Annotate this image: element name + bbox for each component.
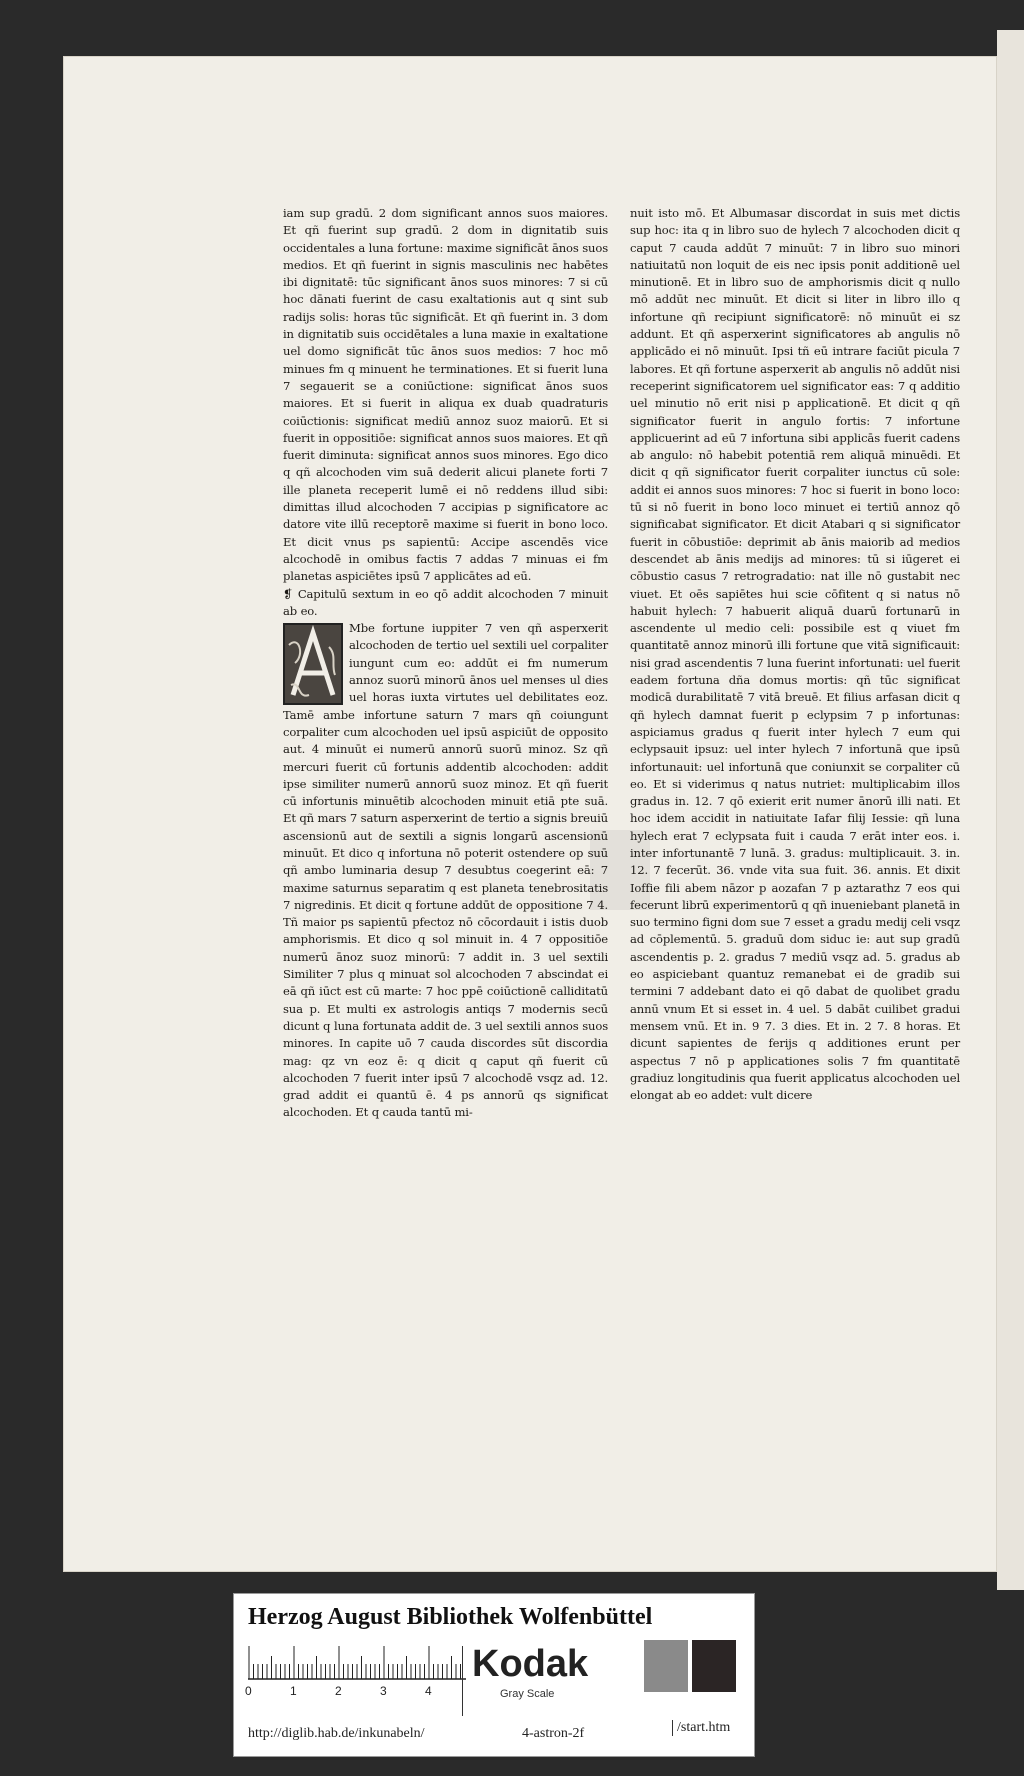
text-column-left [283, 205, 608, 1122]
ruler-numbers [245, 1684, 478, 1700]
text-column-right [630, 205, 960, 1104]
card-divider [462, 1646, 463, 1716]
source-url: http://diglib.hab.de/inkunabeln/ [248, 1726, 425, 1741]
ruler-number: 4 [425, 1684, 432, 1698]
ruler-number: 3 [380, 1684, 387, 1698]
ruler-number: 2 [335, 1684, 342, 1698]
paragraph: nuit isto mō. Et Albumasar discordat in suis met dictis sup hoc: ita q in libro suo de hylech 7 alcochoden dicit q caput 7 cauda addūt 7 minuūt: 7 in libro suo minori natiuitatū non loquit de eis nec ipsis ponit additionē uel minutionē. Et in libro suo de amphorismis dicit q nullo mō addūt nec minuūt. Et dicit si liter in libro illo q infortune qñ recipiunt significatorē: nō minuūt ei sz addunt. Et qñ asperxerint significatores ab angulis nō applicādo ei nō minuūt. Ipsi tñ eū intrare faciūt picula 7 labores. Et qñ fortune asperxerit ab angulis nō addūt nisi receperint significatorem uel significator eas: 7 q additio uel minutio nō erit nisi p applicationē. Et dicit q qñ significator fuerit in angulo fortis: 7 infortune applicuerint ad eū 7 infortuna sibi applicās fuerit cadens ab angulo: nō habebit potentiā rem aliquā minuēdi. Et dicit q qñ significator fuerit corpaliter iunctus cū sole: addit ei annos suos minores: 7 hoc si fuerit in bono loco: tū si nō fuerit in bono loco minuet ei tertiū annoz qō significabat significator. Et dicit Atabari q si significator fuerit in cōbustiōe: deprimit ab ānis maiorib ad medios descendet ab ānis medijs ad minores: tū si iūgeret ei cōbustio casus 7 retrogradatio: nat ille nō gustabit nec viuet. Et oēs sapiētes hui scie cōfitent q si natus nō habuit hylech: 7 habuerit aliquā duarū fortunarū in ascendente ul medio celi: possibile est q viuet fm quantitatē annoz minorū illi fortune que vitā significauit: nisi grad ascendentis 7 luna fuerint infortunati: uel fuerit eadem fortuna dña domus mortis: qñ tūc significat modicā durabilitatē 7 vitā breuē. Et filius arfasan dicit q qñ hylech damnat fuerit p eclypsim 7 p infortunas: aspiciamus gradus q fuerit inter hylech 7 eum qui eclypsauit ipsuz: uel inter hylech 7 infortunā que ipsū infortunauit: uel infortunā que coniunxit se corpaliter cū eo. Et si viderimus q natus nutriet: multiplicabim illos gradus in. 12. 7 qō exierit erit numer ānorū illi nati. Et hoc idem accidit in natiuitate Iafar filij Iessie: qñ luna hylech erat 7 eclypsata fuit i cauda 7 erāt inter eos. i. inter infortunantē 7 lunā. 3. gradus: multiplicauit. 3. in. 12. 7 fecerūt. 36. vnde vita sua fuit. 36. annis. Et dixit Ioffie fili abem nāzor p aozafan 7 p aztarathz 7 eos qui fecerunt librū experimentorū q qñ inueniebant planetā in suo termino figni dom sue 7 esset a gradu medij celi vsqz ad cōplementū. 5. graduū dom siduc ie: aut sup gradū ascendentis p. 2. gradus 7 mediū vsqz ad. 5. gradus ab eo aspiciebant quantuz remanebat ei de gradib sui termini 7 addebant dato ei qō dabat de quolibet gradu annū vnum Et si esset in. 4 uel. 5 dabāt cuilibet gradui mensem vnū. Et in. 9 7. 3 dies. Et in. 2 7. 8 horas. Et dicunt sapientes de ferijs q additiones erunt per aspectus 7 nō p applicationes solis 7 fm quantitatē gradiuz longitudinis qua fuerit applicatus alcochoden uel elongat ab eo addet: vult dicere [630, 206, 960, 1103]
library-title: Herzog August Bibliothek Wolfenbüttel [248, 1604, 653, 1630]
start-page-path: /start.htm [672, 1720, 730, 1736]
gray-swatch-mid [644, 1640, 688, 1692]
gray-scale-label: Gray Scale [500, 1688, 555, 1700]
initial-ornament-icon [285, 625, 341, 703]
shelfmark: 4-astron-2f [522, 1726, 585, 1741]
scale-ruler-icon [248, 1646, 466, 1680]
gray-swatch-dark [692, 1640, 736, 1692]
library-color-card [233, 1593, 755, 1757]
paragraph: iam sup gradū. 2 dom significant annos suos maiores. Et qñ fuerint sup gradū. 2 dom in dignitatib suis occidentales a luna fortune: maxime significāt ānos suos medios. Et qñ fuerint in signis masculinis nec habētes ibi dignitatē: tūc significant ānos suos minores: 7 si cū hoc dānati fuerint de casu exaltationis aut q sint sub radijs solis: horas tūc significāt. Et qñ fuerint in. 3 dom in dignitatib suis occidētales a luna maxie in exaltatione uel domo significāt tūc ānos suos medios: 7 hoc mō minues fm q minuent he terminationes. Et si fuerit luna 7 segauerit se a coniūctione: significat ānos suos maiores. Et si fuerit in aliqua ex duab quadraturis coiūctionis: significat mediū annoz suoz maiorū. Et si fuerit in oppositiōe: significat annos suos maiores. Et qñ fuerit diminuta: significat annos suos minores. Ego dico q qñ alcochoden vim suā dederit alicui planete forti 7 ille planeta receperit lumē ei nō reddens illud sibi: dimittas illud alcochoden 7 accipias p significatore ac datore vite illū receptorē maxime si fuerit in bono loco. Et dicit vnus ps sapientū: Accipe ascendēs vice alcochodē in omibus factis 7 addas 7 minuas ei fm planetas aspiciētes ipsū 7 applicātes ad eū. [283, 206, 608, 584]
kodak-logo: Kodak [472, 1643, 589, 1685]
adjacent-page-edge [997, 30, 1024, 1590]
paragraph: Mbe fortune iuppiter 7 ven qñ asperxerit alcochoden de tertio uel sextili uel corpaliter iungunt cum eo: addūt ei fm numerum annoz suorū minorū ānos uel menses ul dies uel horas iuxta virtutes uel debilitates eoz. Tamē ambe infortune saturn 7 mars qñ coiungunt corpaliter cum alcochoden uel ipsū aspiciūt de opposito aut. 4 minuūt ei numerū annorū suorū minoz. Sz qñ mercuri fuerit cū fortunis addentib alcochoden: addit ipse similiter numerū annorū suoz minoz. Et qñ fuerit cū infortunis minuētib alcochoden minuit etiā pte suā. Et qñ mars 7 saturn asperxerint de tertio a signis breuiū ascensionū aut de sextili a signis longarū ascensionū minuūt. Et dico q infortuna nō poterit ostendere op suū qñ ambo luminaria desup 7 desubtus coegerint eā: 7 maxime saturnus separatim q est planeta tenebrositatis 7 nigredinis. Et dicit q fortune addūt de oppositione 7 4. Tñ maior ps sapientū pfectoz nō cōcordauit i istis duob amphorismis. Et dico q sol minuit in. 4 7 oppositiōe numerū ānoz suoz minorū: 7 addit in. 3 uel sextili Similiter 7 plus q minuat sol alcochoden 7 abscindat ei eā qñ iūct est cū marte: 7 hoc ppē coiūctionē calliditatū sua p. Et multi ex astrologis antiqs 7 modernis secū dicunt q luna fortunata addit de. 3 uel sextili annos suos minores. In capite uō 7 cauda discordes sūt discordia mag: qz vn eoz ē: q dicit q caput qñ fuerit cū alcochoden 7 fuerit inter ipsū 7 alcochodē vsqz ad. 12. grad addit ei quantū ē. 4 ps annorū qs significat alcochoden. Et q cauda tantū mi- [283, 621, 608, 1120]
ruler-number: 1 [290, 1684, 297, 1698]
ruler-number: 0 [245, 1684, 252, 1698]
chapter-heading: ❡ Capitulū sextum in eo qō addit alcochoden 7 minuit ab eo. [283, 586, 608, 618]
chapter-title: Capitulū sextum in eo qō addit alcochoden 7 minuit ab eo. [283, 586, 608, 618]
decorated-initial [283, 623, 343, 705]
